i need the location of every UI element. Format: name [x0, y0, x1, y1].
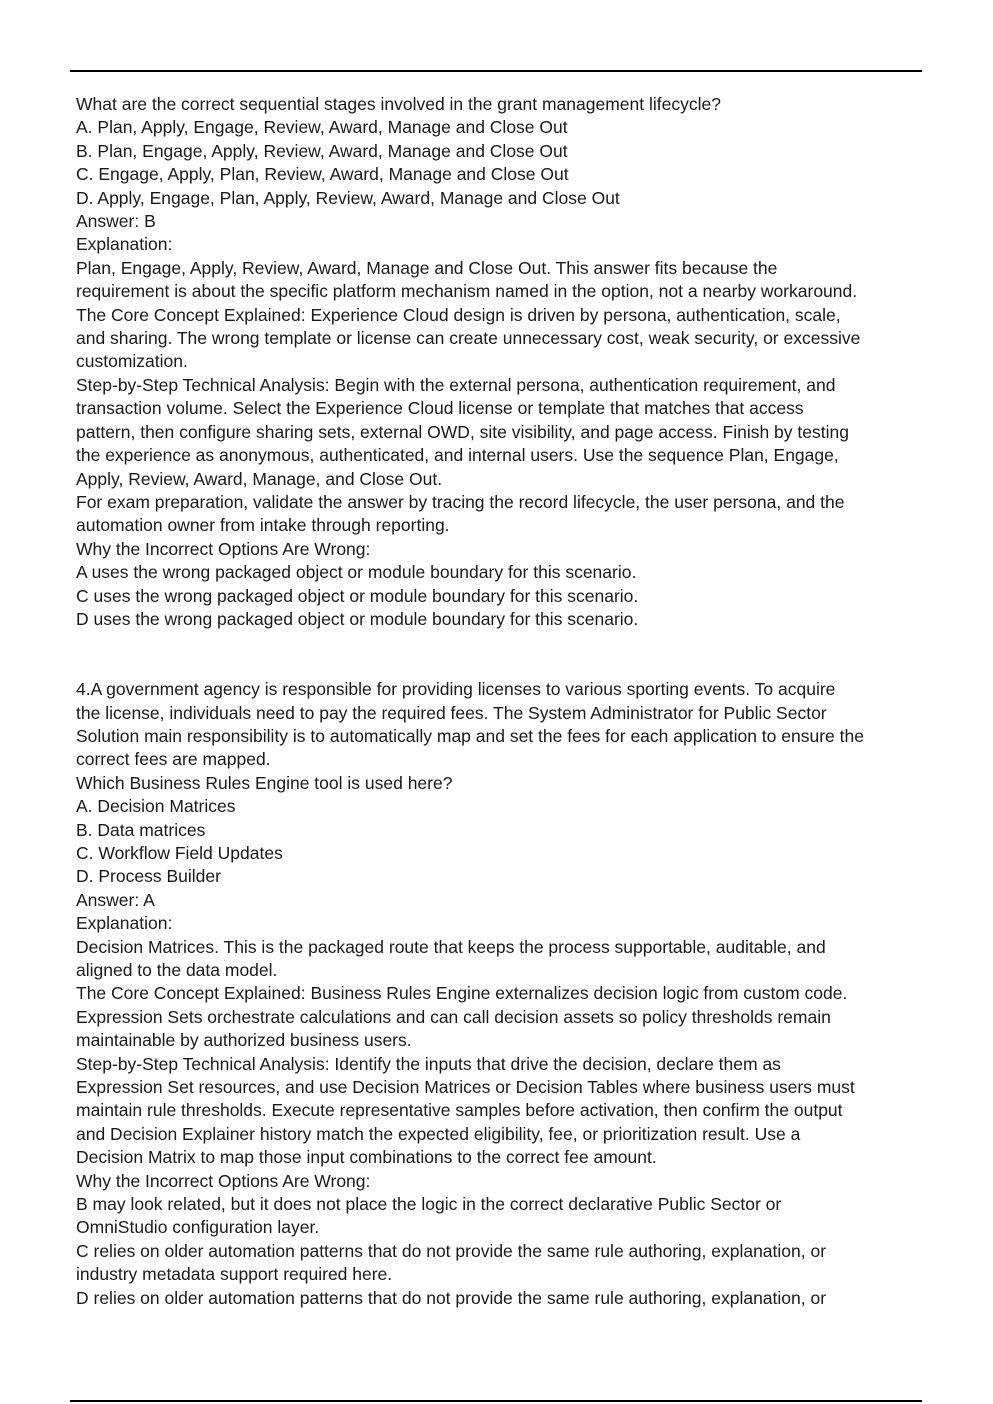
document-body — [76, 93, 922, 1310]
explanation-line: For exam preparation, validate the answer by tracing the record lifecycle, the user persona, and the — [76, 491, 845, 512]
answer: Answer: A — [76, 889, 155, 910]
explanation-line: pattern, then configure sharing sets, external OWD, site visibility, and page access. Finish by testing — [76, 421, 849, 442]
option-b: B. Plan, Engage, Apply, Review, Award, Manage and Close Out — [76, 140, 568, 161]
question-3-block — [76, 93, 922, 631]
explanation-line: requirement is about the specific platform mechanism named in the option, not a nearby workaround. — [76, 281, 858, 302]
explanation-line: and Decision Explainer history match the expected eligibility, fee, or prioritization result. Use a — [76, 1123, 801, 1144]
option-b: B. Data matrices — [76, 819, 206, 840]
option-d: D. Process Builder — [76, 866, 221, 887]
explanation-line: D relies on older automation patterns that do not provide the same rule authoring, explanation, or — [76, 1287, 827, 1308]
footer-rule — [70, 1400, 922, 1402]
explanation-line: Apply, Review, Award, Manage, and Close Out. — [76, 468, 443, 489]
option-a: A. Decision Matrices — [76, 796, 236, 817]
explanation-line: automation owner from intake through reporting. — [76, 515, 450, 536]
question-4-block — [76, 678, 922, 1310]
explanation-line: Plan, Engage, Apply, Review, Award, Manage and Close Out. This answer fits because the — [76, 257, 778, 278]
explanation-line: maintain rule thresholds. Execute representative samples before activation, then confirm the output — [76, 1100, 843, 1121]
explanation-line: industry metadata support required here. — [76, 1264, 393, 1285]
explanation-line: C relies on older automation patterns that do not provide the same rule authoring, explanation, or — [76, 1240, 827, 1261]
explanation-line: customization. — [76, 351, 188, 372]
explanation-line: and sharing. The wrong template or license can create unnecessary cost, weak security, or excessive — [76, 328, 861, 349]
explanation-line: Decision Matrix to map those input combinations to the correct fee amount. — [76, 1147, 657, 1168]
explanation-line: the experience as anonymous, authenticated, and internal users. Use the sequence Plan, Engage, — [76, 445, 839, 466]
explanation-line: The Core Concept Explained: Business Rules Engine externalizes decision logic from custom code. — [76, 983, 848, 1004]
explanation-line: aligned to the data model. — [76, 960, 278, 981]
explanation-line: Why the Incorrect Options Are Wrong: — [76, 1170, 371, 1191]
explanation-line: transaction volume. Select the Experience Cloud license or template that matches that access — [76, 398, 804, 419]
option-a: A. Plan, Apply, Engage, Review, Award, Manage and Close Out — [76, 117, 568, 138]
explanation-line: Expression Set resources, and use Decision Matrices or Decision Tables where business users must — [76, 1077, 855, 1098]
explanation-line: maintainable by authorized business users. — [76, 1030, 412, 1051]
question-text: Which Business Rules Engine tool is used here? — [76, 772, 453, 793]
answer: Answer: B — [76, 211, 156, 232]
header-rule — [70, 70, 922, 72]
explanation-line: B may look related, but it does not place the logic in the correct declarative Public Sector or — [76, 1194, 782, 1215]
option-c: C. Workflow Field Updates — [76, 842, 283, 863]
option-c: C. Engage, Apply, Plan, Review, Award, Manage and Close Out — [76, 164, 569, 185]
explanation-line: D uses the wrong packaged object or module boundary for this scenario. — [76, 608, 639, 629]
explanation-line: Step-by-Step Technical Analysis: Begin with the external persona, authentication requirement, and — [76, 374, 836, 395]
explanation-line: Step-by-Step Technical Analysis: Identify the inputs that drive the decision, declare them as — [76, 1053, 781, 1074]
question-text: the license, individuals need to pay the required fees. The System Administrator for Public Sector — [76, 702, 827, 723]
section-gap — [76, 631, 922, 678]
explanation-line: C uses the wrong packaged object or module boundary for this scenario. — [76, 585, 639, 606]
explanation-line: A uses the wrong packaged object or module boundary for this scenario. — [76, 562, 637, 583]
explanation-line: Expression Sets orchestrate calculations and can call decision assets so policy thresholds remain — [76, 1006, 831, 1027]
option-d: D. Apply, Engage, Plan, Apply, Review, Award, Manage and Close Out — [76, 187, 620, 208]
explanation-label: Explanation: — [76, 234, 173, 255]
explanation-label: Explanation: — [76, 913, 173, 934]
question-text: correct fees are mapped. — [76, 749, 271, 770]
explanation-line: The Core Concept Explained: Experience Cloud design is driven by persona, authentication, scale, — [76, 304, 841, 325]
question-text: 4.A government agency is responsible for providing licenses to various sporting events. To acquire — [76, 679, 836, 700]
explanation-line: Why the Incorrect Options Are Wrong: — [76, 538, 371, 559]
question-text: Solution main responsibility is to automatically map and set the fees for each application to ensure the — [76, 725, 864, 746]
question-text: What are the correct sequential stages involved in the grant management lifecycle? — [76, 94, 721, 114]
explanation-line: Decision Matrices. This is the packaged route that keeps the process supportable, auditable, and — [76, 936, 826, 957]
explanation-line: OmniStudio configuration layer. — [76, 1217, 320, 1238]
